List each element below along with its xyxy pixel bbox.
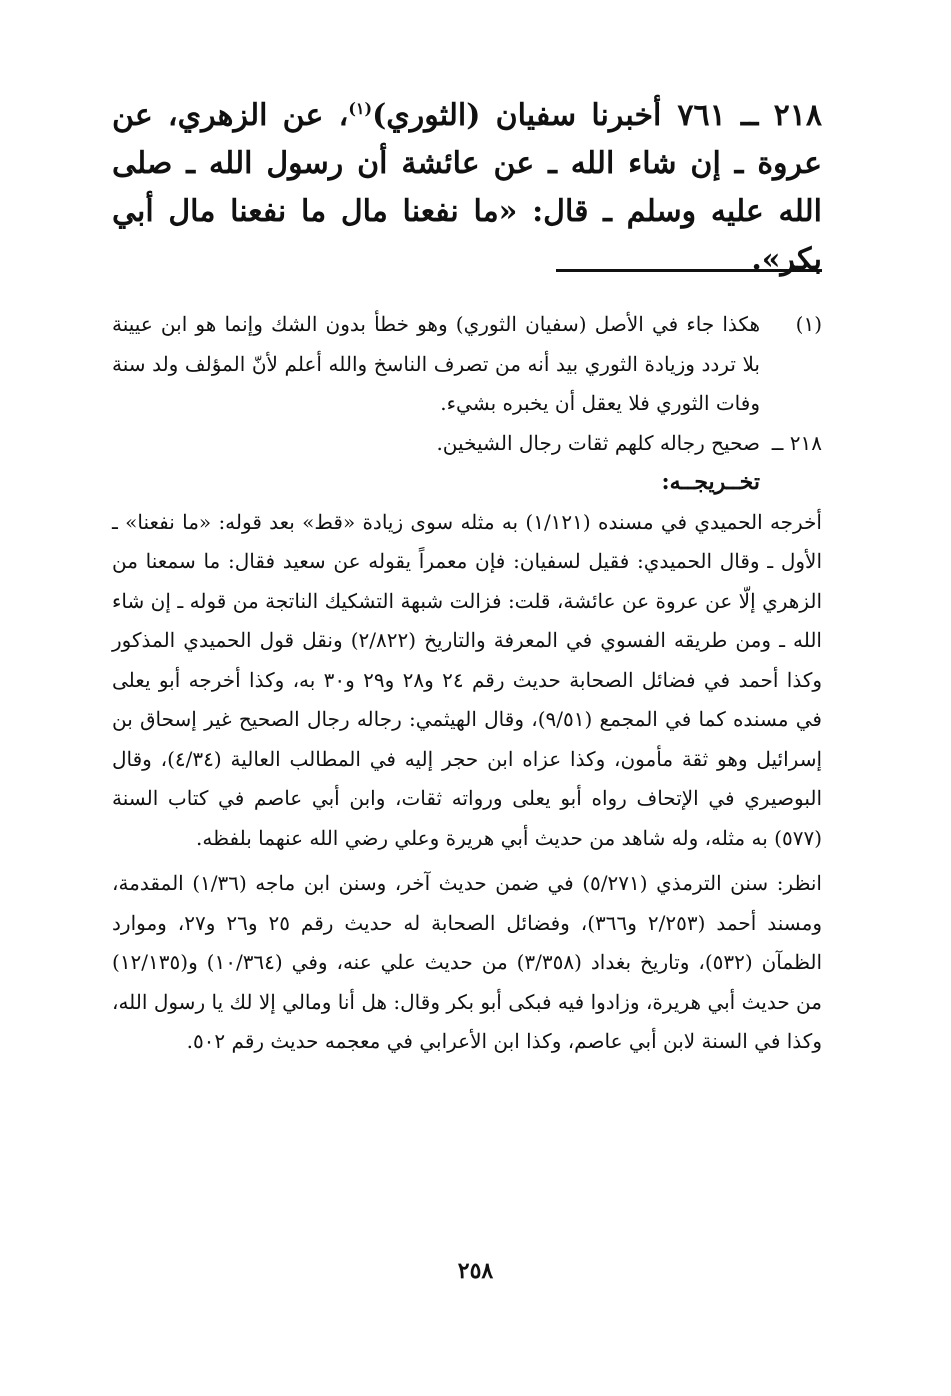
footnote-218: [112, 424, 822, 464]
footnote-marker: ٢١٨ ــ: [771, 430, 822, 455]
footnote-1: [112, 305, 822, 424]
footnotes: [112, 305, 822, 1062]
hadith-number: ٢١٨ ــ ٧٦١: [677, 98, 822, 133]
footnote-separator: [556, 269, 822, 272]
takhrij-paragraph: أخرجه الحميدي في مسنده (١/١٢١) به مثله سوى زيادة «قط» بعد قوله: «ما نفعنا» ـ الأول ـ وقال الحميدي: فقيل لسفيان: فإن معمراً يقوله عن سعيد فقال: ما سمعنا من الزهري إلّا عن عروة عن عائشة، قلت: فزالت شبهة التشكيك الناتجة من قوله ـ إن شاء الله ـ ومن طريقه الفسوي في المعرفة والتاريخ (٢/٨٢٢) ونقل قول الحميدي المذكور وكذا أحمد في فضائل الصحابة حديث رقم ٢٤ و٢٨ و٢٩ و٣٠ به، وكذا أخرجه أبو يعلى في مسنده كما في المجمع (٩/٥١)، وقال الهيثمي: رجاله رجال الصحيح غير إسحاق بن إسرائيل وهو ثقة مأمون، وكذا عزاه ابن حجر إليه في المطالب العالية (٤/٣٤)، وقال البوصيري في الإتحاف رواه أبو يعلى ورواته ثقات، وابن أبي عاصم في كتاب السنة (٥٧٧) به مثله، وله شاهد من حديث أبي هريرة وعلي رضي الله عنهما بلفظه.: [112, 509, 823, 850]
footnote-marker: (١): [795, 312, 822, 336]
hadith-text-after-note: ، عن الزهري، عن عروة ـ إن شاء الله ـ عن عائشة أن رسول الله ـ صلى الله عليه وسلم ـ قال: «ما نفعنا مال ما نفعنا مال أبي بكر».: [112, 98, 822, 277]
page-number: ٢٥٨: [457, 1258, 494, 1284]
footnote-text: هكذا جاء في الأصل (سفيان الثوري) وهو خطأ بدون الشك وإنما هو ابن عيينة بلا تردد وزيادة الثوري بيد أنه من تصرف الناسخ والله أعلم لأنّ المؤلف ولد سنة وفات الثوري فلا يعقل أن يخبره بشيء.: [112, 312, 761, 415]
takhrij-heading: تخــريجــه:: [661, 469, 760, 495]
takhrij-paragraph: انظر: سنن الترمذي (٥/٢٧١) في ضمن حديث آخر، وسنن ابن ماجه (١/٣٦) المقدمة، ومسند أحمد (٢/٢٥٣ و٣٦٦)، وفضائل الصحابة له حديث رقم ٢٥ و٢٦ و٢٧، وموارد الظمآن (٥٣٢)، وتاريخ بغداد (٣/٣٥٨) من حديث علي عنه، وفي (١٠/٣٦٤) و(١٢/١٣٥) من حديث أبي هريرة، وزادوا فيه فبكى أبو بكر وقال: هل أنا ومالي إلا لك يا رسول الله، وكذا في السنة لابن أبي عاصم، وكذا ابن الأعرابي في معجمه حديث رقم ٥٠٢.: [112, 871, 823, 1053]
footnote-text: صحيح رجاله كلهم ثقات رجال الشيخين.: [436, 430, 760, 455]
footnote-reference[interactable]: (١): [348, 99, 373, 118]
hadith-text-before-note: أخبرنا سفيان (الثوري): [372, 98, 662, 133]
hadith-text: [112, 92, 822, 284]
